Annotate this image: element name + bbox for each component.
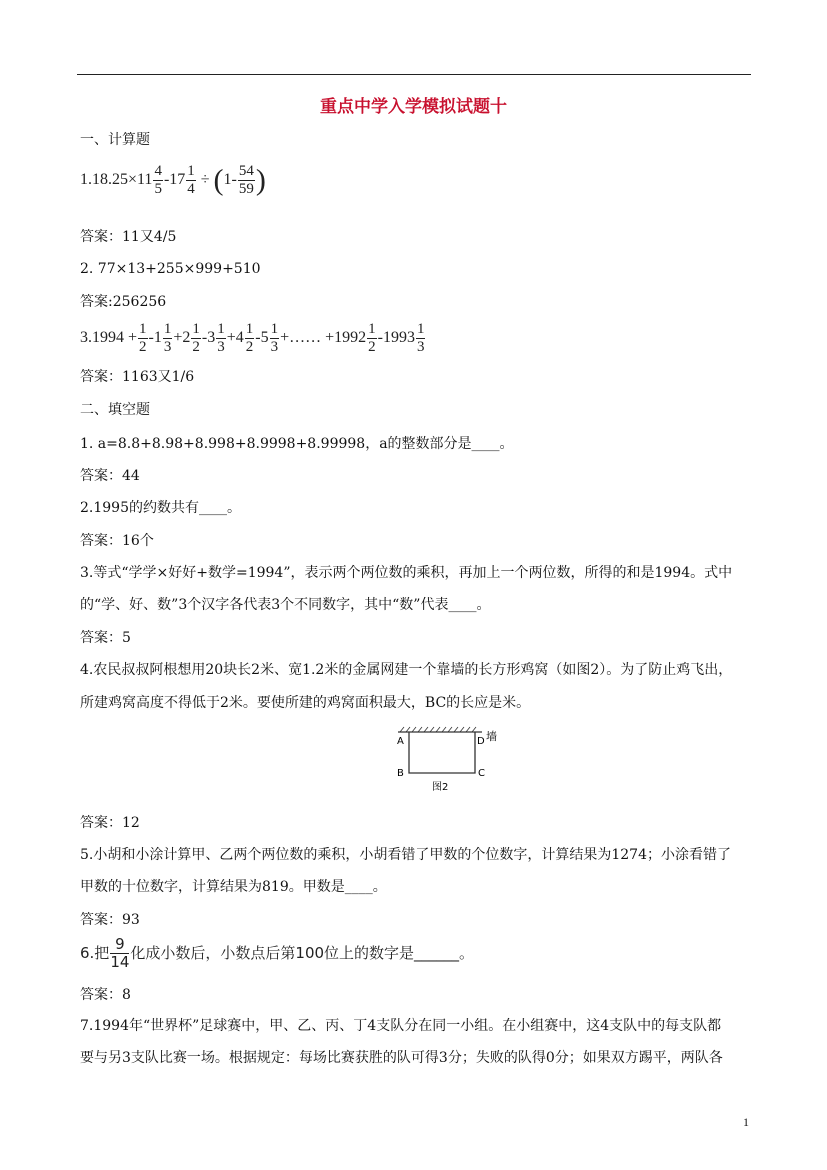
denominator: 2 [368, 339, 376, 355]
close-paren: ) [255, 163, 266, 197]
denominator: 5 [154, 181, 162, 197]
q3-term: +…… +1992 [280, 329, 367, 347]
fill-question-5-line-2: 甲数的十位数字，计算结果为819。甲数是____。 [80, 879, 387, 895]
fill-answer-1: 答案：44 [80, 468, 140, 484]
answer-3: 答案：1163又1/6 [80, 369, 195, 385]
fill-answer-3: 答案：5 [80, 630, 131, 646]
q1-prefix: 1.18.25×11 [80, 171, 153, 189]
fraction [110, 936, 129, 971]
denominator: 2 [139, 339, 147, 355]
numerator: 1 [163, 321, 172, 337]
fill-answer-2: 答案：16个 [80, 533, 154, 549]
fill-answer-6: 答案：8 [80, 987, 131, 1003]
denominator: 3 [163, 339, 172, 355]
fraction [216, 321, 226, 356]
page-title: 重点中学入学模拟试题十 [320, 97, 507, 117]
denominator: 3 [416, 339, 425, 355]
problem-3-expression [80, 321, 426, 356]
q1-term: -17 [163, 171, 186, 189]
fill-question-1: 1. a=8.8+8.98+8.998+8.9998+8.99998，a的整数部分是____。 [80, 436, 514, 452]
q6-text: 化成小数后，小数点后第100位上的数字是 [130, 944, 415, 962]
denominator: 2 [192, 339, 200, 355]
label-b: B [397, 768, 404, 779]
figure-caption: 图2 [432, 782, 449, 793]
label-a: A [397, 736, 404, 747]
section-heading-fill: 二、填空题 [80, 402, 150, 418]
fill-question-2: 2.1995的约数共有____。 [80, 500, 241, 516]
fill-question-3-line-2: 的“学、好、数”3个汉字各代表3个不同数字，其中“数”代表____。 [80, 597, 491, 613]
coop-fence [409, 732, 475, 773]
q3-term: -5 [255, 329, 269, 347]
numerator: 4 [154, 163, 162, 179]
fill-question-4-line-2: 所建鸡窝高度不得低于2米。要使所建的鸡窝面积最大，BC的长应是米。 [80, 695, 531, 711]
numerator: 1 [245, 321, 254, 337]
numerator: 1 [416, 321, 425, 337]
denominator: 3 [270, 339, 279, 355]
fill-question-6 [80, 936, 474, 971]
q3-term: -1993 [377, 329, 415, 347]
numerator: 1 [270, 321, 279, 337]
fraction [238, 163, 255, 198]
answer-blank: ______ [414, 944, 460, 962]
denominator: 59 [238, 181, 254, 197]
fraction [191, 321, 201, 356]
fraction [163, 321, 173, 356]
denominator: 2 [245, 339, 254, 355]
fill-question-7-line-1: 7.1994年“世界杯”足球赛中，甲、乙、丙、丁4支队分在同一小组。在小组赛中，这4支队中的每支队都 [80, 1018, 722, 1034]
problem-1-expression [80, 163, 266, 198]
fraction [270, 321, 280, 356]
q3-term: -1 [148, 329, 162, 347]
q3-term: -3 [201, 329, 216, 347]
fill-question-3-line-1: 3.等式“学学×好好+数学=1994”，表示两个两位数的乘积，再加上一个两位数，所得的和是1994。式中 [80, 565, 733, 581]
fraction [367, 321, 377, 356]
divide-sign: ÷ [200, 171, 210, 189]
wall-hatching [400, 727, 476, 732]
label-wall: 墙 [486, 730, 497, 743]
answer-1: 答案：11又4/5 [80, 229, 177, 245]
fraction [245, 321, 255, 356]
q3-term: +4 [226, 329, 244, 347]
label-d: D [477, 736, 485, 747]
numerator: 1 [192, 321, 200, 337]
numerator: 9 [110, 936, 129, 954]
q6-prefix: 6.把 [80, 944, 110, 962]
fraction [416, 321, 426, 356]
numerator: 1 [139, 321, 147, 337]
fraction [138, 321, 148, 356]
q3-term: 3.1994 + [80, 329, 138, 347]
figure-2-chicken-coop-diagram [390, 726, 510, 796]
fill-question-5-line-1: 5.小胡和小涂计算甲、乙两个两位数的乘积，小胡看错了甲数的个位数字，计算结果为1274；小涂看错了 [80, 847, 731, 863]
fill-question-4-line-1: 4.农民叔叔阿根想用20块长2米、宽1.2米的金属网建一个靠墙的长方形鸡窝（如图2）。为了防止鸡飞出， [80, 662, 733, 678]
numerator: 1 [217, 321, 225, 337]
fill-answer-5: 答案：93 [80, 912, 140, 928]
denominator: 3 [217, 339, 225, 355]
open-paren: ( [213, 163, 224, 197]
page-number: 1 [743, 1115, 749, 1129]
label-c: C [478, 768, 485, 779]
fill-question-7-line-2: 要与另3支队比赛一场。根据规定：每场比赛获胜的队可得3分；失败的队得0分；如果双方踢平，两队各 [80, 1050, 723, 1066]
section-heading-calc: 一、计算题 [80, 132, 150, 148]
fraction [153, 163, 163, 198]
q3-term: +2 [173, 329, 191, 347]
numerator: 54 [238, 163, 254, 179]
q1-term: 1- [223, 171, 237, 189]
numerator: 1 [187, 163, 195, 179]
fraction [186, 163, 196, 198]
fill-answer-4: 答案：12 [80, 815, 140, 831]
problem-2: 2. 77×13+255×999+510 [80, 261, 261, 277]
header-rule [77, 74, 751, 75]
numerator: 1 [368, 321, 376, 337]
q6-end: 。 [459, 944, 475, 962]
denominator: 14 [110, 953, 130, 971]
denominator: 4 [187, 181, 195, 197]
answer-2: 答案:256256 [80, 294, 167, 310]
